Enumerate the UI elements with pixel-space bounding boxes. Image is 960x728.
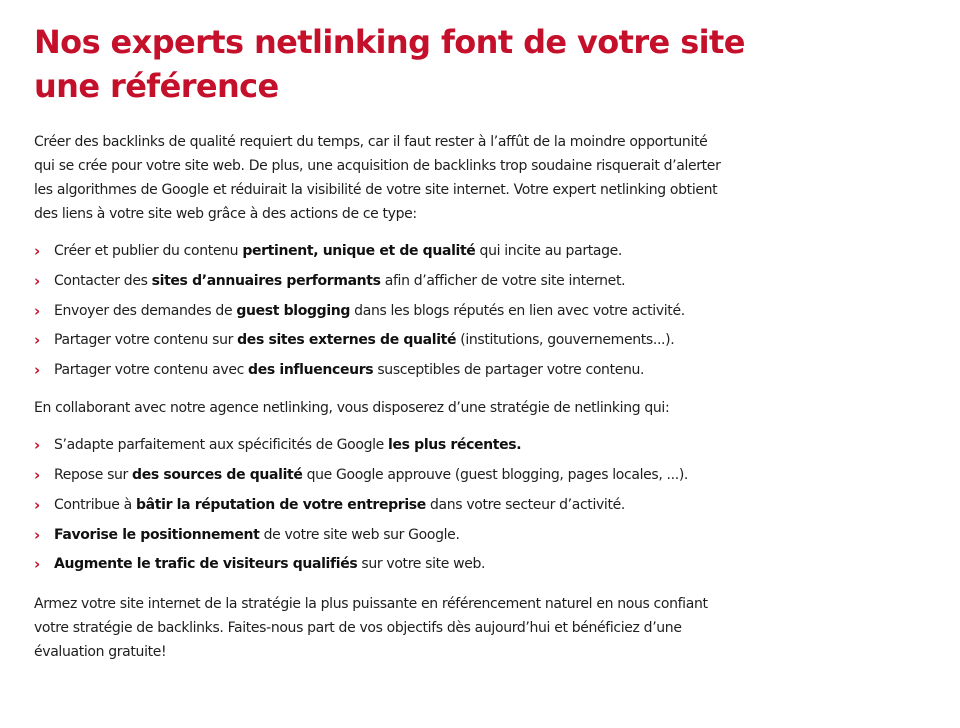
chevron-right-icon: › xyxy=(34,242,40,260)
chevron-right-icon: › xyxy=(34,361,40,380)
actions-list xyxy=(34,239,794,382)
list-item: › Repose sur des sources de qualité que Google approuve (guest blogging, pages locales, ...). xyxy=(34,463,794,487)
list-item: › Favorise le positionnement de votre site web sur Google. xyxy=(34,523,794,547)
list-item: › Contribue à bâtir la réputation de votre entreprise dans votre secteur d’activité. xyxy=(34,493,794,517)
chevron-right-icon: › xyxy=(34,436,40,455)
intro-line: Créer des backlinks de qualité requiert du temps, car il faut rester à l’affût de la moindre opportunité xyxy=(34,134,708,150)
chevron-right-icon: › xyxy=(34,525,40,544)
chevron-right-icon: › xyxy=(34,465,40,484)
intro-paragraph xyxy=(34,130,794,226)
heading-line-2: une référence xyxy=(34,67,279,105)
article-section xyxy=(34,20,794,664)
list-item: › Partager votre contenu avec des influenceurs susceptibles de partager votre contenu. xyxy=(34,358,794,382)
list-item: › Créer et publier du contenu pertinent, unique et de qualité qui incite au partage. xyxy=(34,239,794,263)
intro-line: des liens à votre site web grâce à des actions de ce type: xyxy=(34,206,417,222)
transition-paragraph: En collaborant avec notre agence netlinking, vous disposerez d’une stratégie de netlinking qui: xyxy=(34,400,670,417)
chevron-right-icon: › xyxy=(34,555,40,574)
list-item: › Augmente le trafic de visiteurs qualifiés sur votre site web. xyxy=(34,552,794,576)
intro-line: qui se crée pour votre site web. De plus, une acquisition de backlinks trop soudaine risquerait d’alerter xyxy=(34,158,721,174)
chevron-right-icon: › xyxy=(34,301,40,320)
chevron-right-icon: › xyxy=(34,495,40,514)
list-item: › S’adapte parfaitement aux spécificités de Google les plus récentes. xyxy=(34,433,794,457)
closing-paragraph xyxy=(34,592,794,664)
strategy-list xyxy=(34,433,794,576)
list-item: › Partager votre contenu sur des sites externes de qualité (institutions, gouvernements...). xyxy=(34,328,794,352)
list-item: › Contacter des sites d’annuaires performants afin d’afficher de votre site internet. xyxy=(34,269,794,293)
chevron-right-icon: › xyxy=(34,271,40,290)
closing-line: votre stratégie de backlinks. Faites-nous part de vos objectifs dès aujourd’hui et bénéficiez d’une xyxy=(34,620,682,637)
section-heading xyxy=(34,20,794,108)
chevron-right-icon: › xyxy=(34,331,40,350)
closing-line: évaluation gratuite! xyxy=(34,644,167,661)
closing-line: Armez votre site internet de la stratégie la plus puissante en référencement naturel en nous confiant xyxy=(34,596,708,613)
intro-line: les algorithmes de Google et réduirait la visibilité de votre site internet. Votre expert netlinking obtient xyxy=(34,182,718,198)
heading-line-1: Nos experts netlinking font de votre site xyxy=(34,23,745,61)
list-item: › Envoyer des demandes de guest blogging dans les blogs réputés en lien avec votre activité. xyxy=(34,299,794,323)
